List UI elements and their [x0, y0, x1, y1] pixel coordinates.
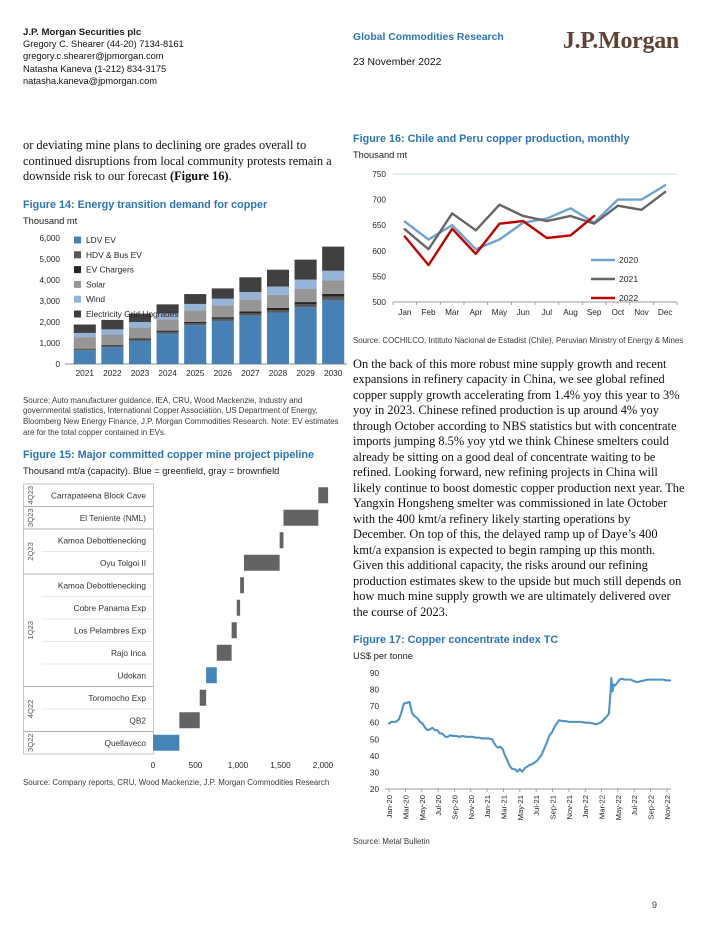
svg-text:70: 70: [369, 702, 379, 712]
intro-paragraph: [23, 138, 350, 185]
svg-text:2022: 2022: [619, 293, 639, 303]
svg-text:Jan-21: Jan-21: [483, 795, 493, 819]
svg-text:4Q23: 4Q23: [26, 486, 35, 505]
svg-text:2027: 2027: [241, 367, 260, 378]
header-author-block: [23, 27, 323, 87]
figure14-title: Figure 14: Energy transition demand for copper: [23, 198, 268, 211]
svg-text:2021: 2021: [75, 367, 95, 378]
svg-text:5,000: 5,000: [39, 254, 60, 264]
svg-text:El Teniente (NML): El Teniente (NML): [79, 512, 146, 523]
figure17-source: Source: Metal Bulletin: [353, 837, 430, 847]
figure15-subtitle: Thousand mt/a (capacity). Blue = greenfield, gray = brownfield: [23, 466, 280, 477]
figure15-title: Figure 15: Major committed copper mine project pipeline: [23, 449, 314, 462]
svg-text:Los Pelambres Exp: Los Pelambres Exp: [74, 625, 146, 636]
svg-text:Mar: Mar: [445, 308, 460, 317]
svg-text:1,500: 1,500: [270, 761, 291, 771]
svg-text:80: 80: [369, 685, 379, 695]
svg-text:Dec: Dec: [657, 308, 673, 317]
svg-text:6,000: 6,000: [39, 233, 60, 243]
svg-text:Jan-20: Jan-20: [385, 795, 395, 819]
svg-text:2,000: 2,000: [39, 317, 60, 327]
svg-text:Toromocho Exp: Toromocho Exp: [88, 692, 146, 703]
svg-text:Kamoa Debottlenecking: Kamoa Debottlenecking: [57, 580, 146, 591]
svg-text:Kamoa Debottlenecking: Kamoa Debottlenecking: [57, 535, 146, 546]
svg-text:Solar: Solar: [86, 278, 106, 289]
svg-text:4Q22: 4Q22: [26, 699, 35, 719]
svg-text:EV Chargers: EV Chargers: [86, 264, 134, 275]
figure16-title: Figure 16: Chile and Peru copper production, monthly: [353, 133, 630, 145]
svg-text:May-20: May-20: [417, 795, 427, 821]
svg-text:Feb: Feb: [421, 308, 436, 317]
svg-text:Nov: Nov: [634, 308, 649, 317]
svg-text:2023: 2023: [130, 367, 150, 378]
figure15-waterfall-chart: [23, 482, 350, 774]
svg-text:2Q23: 2Q23: [26, 542, 35, 561]
intro-bold-figure-ref: (Figure 16): [169, 169, 229, 183]
svg-text:90: 90: [369, 669, 379, 679]
intro-text-end: .: [228, 169, 232, 183]
svg-text:2020: 2020: [619, 255, 639, 265]
right-column: [353, 133, 685, 848]
svg-text:60: 60: [369, 719, 379, 729]
svg-text:May-21: May-21: [515, 795, 525, 821]
svg-text:Nov-20: Nov-20: [466, 795, 476, 820]
svg-text:Sep: Sep: [586, 308, 602, 317]
svg-text:QB2: QB2: [129, 715, 146, 726]
figure17-line-chart: [353, 665, 685, 837]
svg-text:Sep-20: Sep-20: [450, 795, 460, 820]
svg-text:1,000: 1,000: [39, 338, 60, 348]
figure16-line-chart: [353, 164, 685, 332]
svg-text:2025: 2025: [185, 367, 205, 378]
figure17-title: Figure 17: Copper concentrate index TC: [353, 634, 559, 647]
firm-name: J.P. Morgan Securities plc: [23, 27, 142, 38]
left-column: [23, 138, 350, 789]
svg-text:Sep-21: Sep-21: [548, 795, 558, 820]
svg-text:Jul-20: Jul-20: [434, 795, 444, 817]
svg-text:Nov-22: Nov-22: [662, 795, 672, 820]
svg-text:0: 0: [150, 761, 156, 771]
body-paragraph: On the back of this more robust mine supply growth and recent expansions in refinery capacity in China, we see global refined copper supply growth accelerating from 1.4% yoy this year to 3% yoy in 2023. Chinese refined production is up around 4% yoy through October according to NBS statistics but with concentrate imports jumping 8.5% yoy ytd we think Chinese smelters could already be sitting on a good deal of concentrate waiting to be refined. Looking forward, new refining projects in China will likely continue to boost domestic copper production next year. The Yangxin Hongsheng smelter was commissioned in late October with the 400 kmt/a refinery likely starting operations by December. On top of this, the delayed ramp up of Daye’s 400 kmt/a expansion is expected to begin ramping up this month. Given this additional capacity, the risks around our refining production estimates skew to the upside but much still depends on how much mine supply growth we are ultimately delivered over the course of 2023.: [353, 356, 685, 619]
svg-text:1,000: 1,000: [227, 761, 249, 771]
figure14-subtitle: Thousand mt: [23, 215, 78, 226]
svg-text:Apr: Apr: [469, 308, 483, 317]
svg-text:2030: 2030: [323, 367, 343, 378]
svg-text:600: 600: [372, 246, 386, 256]
svg-text:Jan-22: Jan-22: [581, 795, 591, 819]
author-2: Natasha Kaneva (1-212) 834-3175: [23, 64, 167, 75]
header-publication-block: [353, 32, 573, 68]
figure17-subtitle: US$ per tonne: [353, 651, 413, 662]
svg-text:30: 30: [369, 768, 379, 778]
svg-text:2024: 2024: [158, 367, 177, 378]
figure14-stacked-bar-chart: [23, 230, 350, 390]
figure16-subtitle: Thousand mt: [353, 150, 408, 160]
research-division: Global Commodities Research: [353, 32, 504, 43]
svg-text:Jan: Jan: [398, 308, 412, 317]
svg-text:HDV & Bus EV: HDV & Bus EV: [86, 249, 142, 260]
svg-text:40: 40: [369, 752, 379, 762]
svg-text:2028: 2028: [268, 367, 288, 378]
svg-text:2029: 2029: [296, 367, 315, 378]
svg-text:Mar-22: Mar-22: [597, 795, 607, 820]
svg-text:500: 500: [372, 298, 386, 307]
svg-text:4,000: 4,000: [39, 275, 60, 285]
svg-text:Electricity Grid Upgrades: Electricity Grid Upgrades: [86, 308, 179, 319]
svg-text:2,000: 2,000: [312, 761, 334, 771]
svg-text:Rajo Inca: Rajo Inca: [110, 647, 146, 658]
author-1: Gregory C. Shearer (44-20) 7134-8161: [23, 39, 184, 49]
svg-text:Nov-21: Nov-21: [564, 795, 574, 820]
svg-text:50: 50: [369, 735, 379, 745]
svg-text:May: May: [491, 308, 508, 317]
author-1-email: gregory.c.shearer@jpmorgan.com: [23, 50, 164, 61]
svg-text:Oct: Oct: [611, 308, 625, 317]
svg-text:May-22: May-22: [613, 795, 623, 821]
svg-text:2022: 2022: [103, 367, 122, 378]
svg-text:LDV EV: LDV EV: [86, 234, 116, 245]
page-number: 9: [651, 900, 657, 910]
svg-text:Quellaveco: Quellaveco: [104, 737, 146, 748]
publication-date: 23 November 2022: [353, 57, 442, 68]
svg-text:550: 550: [372, 272, 386, 282]
svg-text:3Q22: 3Q22: [26, 733, 35, 753]
svg-text:650: 650: [372, 221, 386, 231]
svg-text:2026: 2026: [213, 367, 233, 378]
svg-text:Aug: Aug: [563, 308, 578, 317]
svg-text:Mar-21: Mar-21: [499, 795, 509, 820]
svg-text:Cobre Panama Exp: Cobre Panama Exp: [73, 602, 146, 613]
svg-text:Oyu Tolgoi II: Oyu Tolgoi II: [100, 557, 146, 568]
svg-text:0: 0: [55, 359, 60, 369]
svg-text:2021: 2021: [619, 274, 639, 284]
author-2-email: natasha.kaneva@jpmorgan.com: [23, 75, 157, 86]
intro-text: or deviating mine plans to declining ore grades overall to continued disruptions from local community protests remain a downside risk to our forecast: [23, 138, 332, 183]
jpmorgan-logo: J.P.Morgan: [562, 28, 679, 54]
figure14-source: Source: Auto manufacturer guidance, IEA, CRU, Wood Mackenzie, Industry and governmental statistics, International Copper Association, US Department of Energy, Bloomberg New Energy Finance, J.P. Morgan Commodities Research. Note: EV estimates are for the total copper contained in EVs.: [23, 395, 339, 438]
svg-text:3Q23: 3Q23: [26, 508, 35, 528]
svg-text:20: 20: [369, 785, 379, 795]
svg-text:Jul: Jul: [541, 308, 553, 317]
svg-text:700: 700: [372, 195, 386, 205]
svg-text:Jul-22: Jul-22: [630, 795, 640, 817]
svg-text:Udokan: Udokan: [117, 670, 146, 681]
svg-text:1Q23: 1Q23: [26, 621, 35, 640]
svg-text:3,000: 3,000: [39, 296, 60, 306]
figure15-source: Source: Company reports, CRU, Wood Mackenzie, J.P. Morgan Commodities Research: [23, 778, 330, 788]
svg-text:Jul-21: Jul-21: [532, 795, 542, 817]
svg-text:500: 500: [188, 761, 203, 771]
svg-text:Carrapateena Block Cave: Carrapateena Block Cave: [50, 490, 146, 501]
svg-text:Sep-22: Sep-22: [646, 795, 656, 820]
figure16-source: Source: COCHILCO, Intituto Nacional de Estadist (Chile), Peruvian Ministry of Energy & Mines: [353, 336, 684, 345]
svg-text:750: 750: [372, 170, 386, 179]
svg-text:Wind: Wind: [86, 293, 106, 304]
svg-text:Mar-20: Mar-20: [401, 795, 411, 820]
svg-text:Jun: Jun: [516, 308, 530, 317]
